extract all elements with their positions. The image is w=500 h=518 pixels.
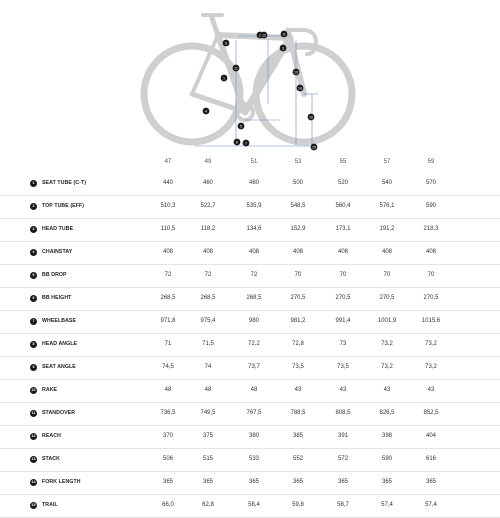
table-cell: 380: [248, 433, 259, 439]
table-cell: 852,5: [423, 410, 439, 416]
table-cell: 520: [337, 180, 348, 186]
table-cell: 365: [202, 479, 213, 485]
table-row: [0, 219, 500, 242]
diagram-marker-10: [308, 114, 315, 121]
table-cell: 749,5: [200, 410, 216, 416]
diagram-marker-label: 5: [240, 124, 242, 129]
table-cell: 365: [381, 479, 392, 485]
table-cell: 365: [248, 479, 259, 485]
table-cell: 73,2: [381, 341, 393, 347]
table-cell: 59,8: [292, 502, 304, 508]
table-cell: 560,4: [335, 203, 351, 209]
table-cell: 270,5: [379, 295, 395, 301]
table-cell: 1001,9: [377, 318, 397, 324]
table-cell: 408: [202, 249, 213, 255]
row-label: RAKE: [42, 387, 58, 393]
table-row: [0, 449, 500, 472]
table-cell: 118,2: [200, 226, 216, 232]
table-cell: 73,5: [292, 364, 304, 370]
table-cell: 72,8: [292, 341, 304, 347]
diagram-marker-label: 9: [225, 41, 227, 46]
row-number-badge: 4: [30, 249, 37, 256]
table-cell: 408: [162, 249, 173, 255]
row-number-badge: 3: [30, 226, 37, 233]
diagram-marker-9: [223, 40, 230, 47]
table-cell: 767,5: [246, 410, 262, 416]
diagram-marker-label: 11: [234, 66, 238, 71]
diagram-marker-12: [261, 32, 268, 39]
table-cell: 365: [292, 479, 303, 485]
table-cell: 72: [164, 272, 172, 278]
table-cell: 590: [381, 456, 392, 462]
table-cell: 971,8: [160, 318, 176, 324]
table-cell: 500: [292, 180, 303, 186]
table-cell: 66,0: [162, 502, 174, 508]
table-cell: 74,5: [162, 364, 174, 370]
table-cell: 57,4: [425, 502, 437, 508]
table-cell: 991,4: [335, 318, 351, 324]
row-label: REACH: [42, 433, 61, 439]
table-cell: 70: [427, 272, 435, 278]
diagram-marker-label: 14: [298, 86, 302, 91]
diagram-marker-label: 1: [223, 76, 225, 81]
diagram-marker-8: [281, 31, 288, 38]
row-number-badge: 13: [31, 457, 36, 461]
diagram-marker-label: 4: [205, 109, 207, 114]
table-cell: 365: [162, 479, 173, 485]
table-cell: 391: [337, 433, 348, 439]
size-header-6: 59: [427, 159, 435, 165]
row-label: TRAIL: [42, 502, 58, 508]
table-cell: 43: [294, 387, 302, 393]
diagram-marker-label: 10: [309, 115, 313, 120]
table-cell: 572: [337, 456, 348, 462]
table-cell: 70: [294, 272, 302, 278]
row-label: STANDOVER: [42, 410, 76, 416]
row-label: SEAT ANGLE: [42, 364, 76, 370]
row-number-badge: 15: [31, 503, 36, 507]
table-cell: 808,5: [335, 410, 351, 416]
table-cell: 590: [425, 203, 436, 209]
row-number-badge: 11: [31, 411, 36, 415]
table-cell: 268,5: [160, 295, 176, 301]
table-cell: 981,2: [290, 318, 306, 324]
table-cell: 72: [204, 272, 212, 278]
table-cell: 73,2: [425, 341, 437, 347]
table-cell: 576,1: [379, 203, 395, 209]
table-cell: 48: [204, 387, 212, 393]
table-cell: 268,5: [246, 295, 262, 301]
table-cell: 506: [162, 456, 173, 462]
diagram-marker-label: 12: [262, 33, 266, 38]
table-cell: 1015,6: [421, 318, 441, 324]
diagram-marker-1: [221, 75, 228, 82]
table-row: [0, 288, 500, 311]
table-cell: 375: [202, 433, 213, 439]
table-row: [0, 196, 500, 219]
table-cell: 408: [292, 249, 303, 255]
table-cell: 58,7: [337, 502, 349, 508]
row-label: BB HEIGHT: [42, 295, 72, 301]
table-cell: 43: [383, 387, 391, 393]
table-row: [0, 334, 500, 357]
row-label: BB DROP: [42, 272, 67, 278]
table-cell: 408: [425, 249, 436, 255]
table-cell: 70: [383, 272, 391, 278]
diagram-marker-label: 6: [236, 140, 238, 145]
table-cell: 788,5: [290, 410, 306, 416]
table-cell: 57,4: [381, 502, 393, 508]
table-row: [0, 472, 500, 495]
table-cell: 548,5: [290, 203, 306, 209]
diagram-marker-label: 15: [312, 145, 316, 150]
table-cell: 533: [248, 456, 259, 462]
row-number-badge: 6: [30, 295, 37, 302]
row-label: HEAD TUBE: [42, 226, 74, 232]
table-cell: 173,1: [335, 226, 351, 232]
table-cell: 408: [248, 249, 259, 255]
table-cell: 404: [425, 433, 436, 439]
row-number-badge: 2: [30, 203, 37, 210]
table-cell: 73,7: [248, 364, 260, 370]
table-cell: 408: [381, 249, 392, 255]
table-cell: 152,9: [290, 226, 306, 232]
size-header-3: 53: [294, 159, 302, 165]
geometry-table: [0, 173, 500, 518]
table-row: [0, 403, 500, 426]
table-row: [0, 495, 500, 518]
table-cell: 74: [204, 364, 212, 370]
diagram-marker-label: 8: [283, 32, 285, 37]
diagram-marker-4: [203, 108, 210, 115]
table-row: [0, 426, 500, 449]
size-header-0: 47: [164, 159, 172, 165]
row-label: STACK: [42, 456, 60, 462]
table-cell: 71,5: [202, 341, 214, 347]
diagram-marker-label: 3: [282, 46, 284, 51]
diagram-marker-label: 2: [259, 33, 261, 38]
table-cell: 570: [425, 180, 436, 186]
table-cell: 73: [339, 341, 347, 347]
row-number-badge: 8: [30, 341, 37, 348]
table-cell: 48: [164, 387, 172, 393]
size-header-row: [0, 155, 500, 173]
row-label: HEAD ANGLE: [42, 341, 78, 347]
table-cell: 980: [248, 318, 259, 324]
table-cell: 43: [339, 387, 347, 393]
row-number-badge: 5: [30, 272, 37, 279]
row-number-badge: 7: [30, 318, 37, 325]
table-cell: 73,5: [337, 364, 349, 370]
table-cell: 134,6: [246, 226, 262, 232]
table-cell: 540: [381, 180, 392, 186]
table-cell: 270,5: [423, 295, 439, 301]
diagram-marker-11: [233, 65, 240, 72]
row-label: WHEELBASE: [42, 318, 77, 324]
table-cell: 480: [248, 180, 259, 186]
table-cell: 70: [339, 272, 347, 278]
table-row: [0, 242, 500, 265]
table-cell: 510,3: [160, 203, 176, 209]
table-cell: 270,5: [335, 295, 351, 301]
row-number-badge: 10: [31, 388, 36, 392]
table-cell: 616: [425, 456, 436, 462]
table-cell: 408: [337, 249, 348, 255]
diagram-marker-14: [297, 85, 304, 92]
diagram-marker-label: 7: [245, 141, 247, 146]
diagram-marker-3: [280, 45, 287, 52]
size-header-1: 49: [204, 159, 212, 165]
row-number-badge: 12: [31, 434, 36, 438]
row-label: TOP TUBE (EFF): [42, 203, 85, 209]
table-cell: 110,5: [160, 226, 176, 232]
table-cell: 398: [381, 433, 392, 439]
row-label: SEAT TUBE (C-T): [42, 180, 87, 186]
row-number-badge: 14: [31, 480, 36, 484]
table-cell: 515: [202, 456, 213, 462]
table-cell: 975,4: [200, 318, 216, 324]
diagram-marker-6: [234, 139, 241, 146]
table-row: [0, 173, 500, 196]
table-cell: 522,7: [200, 203, 216, 209]
table-cell: 365: [337, 479, 348, 485]
table-row: [0, 357, 500, 380]
row-label: FORK LENGTH: [42, 479, 81, 485]
row-number-badge: 1: [30, 180, 37, 187]
table-cell: 72: [250, 272, 258, 278]
table-cell: 365: [425, 479, 436, 485]
diagram-marker-7: [243, 140, 250, 147]
diagram-marker-label: 13: [294, 70, 298, 75]
table-cell: 460: [202, 180, 213, 186]
diagram-marker-5: [238, 123, 245, 130]
size-header-2: 51: [250, 159, 258, 165]
table-cell: 736,5: [160, 410, 176, 416]
size-header-5: 57: [383, 159, 391, 165]
table-cell: 270,5: [290, 295, 306, 301]
table-cell: 58,4: [248, 502, 260, 508]
bike-geometry-diagram: [0, 0, 500, 155]
table-cell: 73,2: [381, 364, 393, 370]
table-row: [0, 265, 500, 288]
table-cell: 552: [292, 456, 303, 462]
table-cell: 43: [427, 387, 435, 393]
table-cell: 62,8: [202, 502, 214, 508]
table-cell: 48: [250, 387, 258, 393]
row-label: CHAINSTAY: [42, 249, 73, 255]
diagram-marker-15: [311, 144, 318, 151]
table-cell: 268,5: [200, 295, 216, 301]
table-cell: 218,3: [423, 226, 439, 232]
table-cell: 370: [162, 433, 173, 439]
table-cell: 71: [164, 341, 172, 347]
table-cell: 72,2: [248, 341, 260, 347]
table-cell: 191,2: [379, 226, 395, 232]
table-cell: 385: [292, 433, 303, 439]
size-header-4: 55: [339, 159, 347, 165]
table-row: [0, 380, 500, 403]
table-cell: 440: [162, 180, 173, 186]
table-cell: 826,5: [379, 410, 395, 416]
row-number-badge: 9: [30, 364, 37, 371]
diagram-marker-13: [293, 69, 300, 76]
table-row: [0, 311, 500, 334]
table-cell: 535,9: [246, 203, 262, 209]
table-cell: 73,2: [425, 364, 437, 370]
